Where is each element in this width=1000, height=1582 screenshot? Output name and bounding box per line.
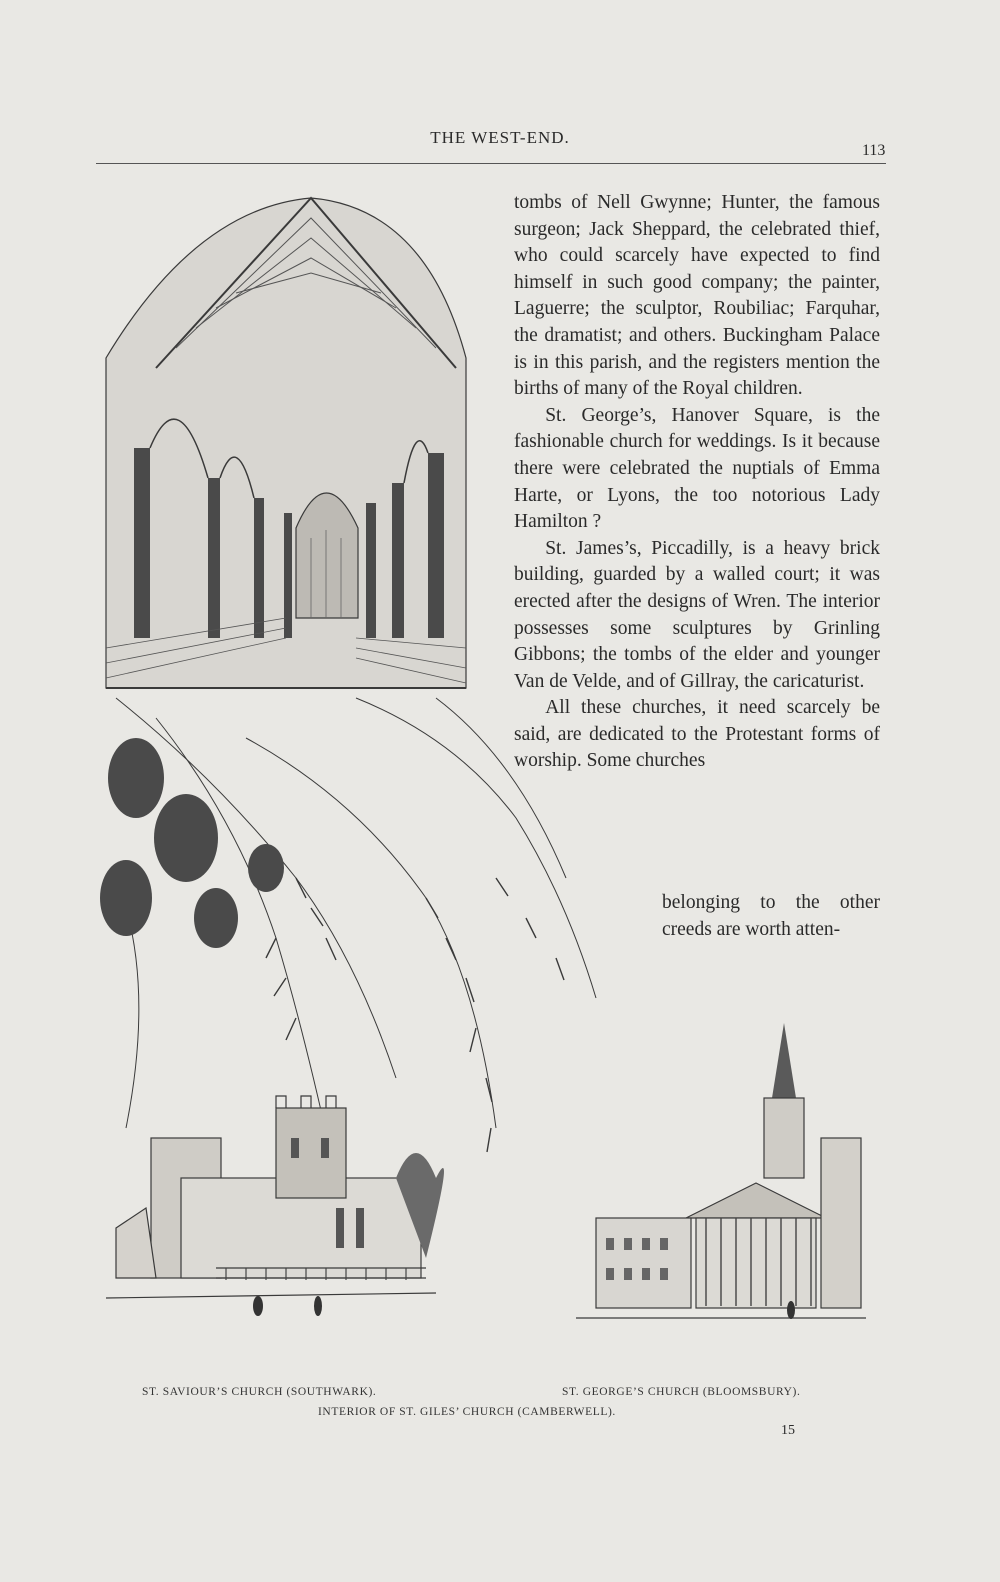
caption-st-saviours: ST. SAVIOUR’S CHURCH (SOUTHWARK). — [142, 1386, 377, 1398]
signature-mark: 15 — [781, 1423, 795, 1438]
caption-st-georges: ST. GEORGE’S CHURCH (BLOOMSBURY). — [562, 1386, 801, 1398]
header-rule — [96, 163, 886, 164]
caption-st-giles-interior: INTERIOR OF ST. GILES’ CHURCH (CAMBERWELL). — [318, 1406, 616, 1418]
paragraph: All these churches, it need scarcely be said, are dedicated to the Protestant forms of worship. Some churches — [514, 697, 880, 772]
paragraph: St. George’s, Hanover Square, is the fashionable church for weddings. Is it because there were celebrated the nuptials of Emma Harte, or Lyons, the too notorious Lady Hamilton ? — [514, 404, 880, 533]
running-title: THE WEST-END. — [430, 128, 570, 147]
st-georges-engraving — [576, 1023, 866, 1319]
church-interior-engraving — [106, 198, 466, 688]
paragraph: tombs of Nell Gwynne; Hunter, the famous surgeon; Jack Sheppard, the celebrated thief, who could scarcely have expected to find himself in such good company; the painter, Laguerre; the sculptor, Roubiliac; Farquhar, the dramatist; and others. Buckingham Palace is in this parish, and the registers mention the births of many of the Royal children. — [514, 192, 880, 400]
page-number: 113 — [862, 142, 886, 159]
main-text-column — [514, 190, 880, 775]
st-saviours-engraving — [106, 1096, 444, 1316]
tail-text-column — [662, 890, 880, 943]
paragraph-continuation: belonging to the other creeds are worth atten- — [662, 892, 880, 940]
paragraph: St. James’s, Piccadilly, is a heavy brick building, guarded by a walled court; it was erected after the designs of Wren. The interior possesses some sculptures by Grinling Gibbons; the tombs of the elder and younger Van de Velde, and of Gillray, the caricaturist. — [514, 537, 880, 692]
